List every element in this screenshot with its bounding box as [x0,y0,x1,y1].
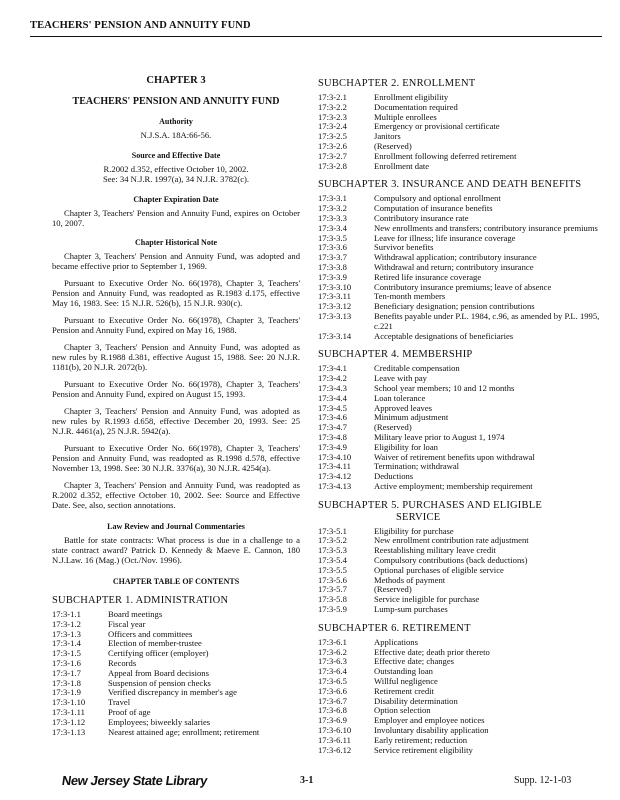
section-number: 17:3-6.2 [318,646,347,657]
section-number: 17:3-4.5 [318,402,347,413]
section-number: 17:3-2.5 [318,131,347,142]
section-number: 17:3-3.7 [318,252,347,263]
section-title: Enrollment eligibility [374,92,449,102]
subchapter-title: SUBCHAPTER 5. PURCHASES AND ELIGIBLE [318,499,542,511]
toc-entry [318,667,602,677]
law-review-text: Battle for state contracts: What process is due in a challenge to a state contract award? Patrick D. Kennedy & Maeve E. Cannon, 180 N.J.Law. 16 (Mag.) (Oct./Nov. 1996). [52,535,300,565]
section-title: Ten-month members [374,291,446,302]
toc-entry [318,404,602,414]
section-title: Retirement credit [374,685,434,696]
section-title: Retired life insurance coverage [374,271,482,282]
section-number: 17:3-6.4 [318,666,347,677]
section-number: 17:3-2.4 [318,121,347,132]
toc-list [318,527,602,615]
section-title: New enrollment contribution rate adjustment [374,535,529,546]
section-title: (Reserved) [374,422,412,433]
section-number: 17:3-1.1 [52,609,81,619]
section-number: 17:3-3.3 [318,212,347,223]
toc-entry [318,677,602,687]
section-number: 17:3-1.6 [52,657,81,668]
section-number: 17:3-4.1 [318,363,347,374]
header-rule [30,36,602,37]
section-number: 17:3-3.4 [318,222,347,233]
section-number: 17:3-5.8 [318,594,347,605]
toc-entry [318,394,602,404]
source-heading: Source and Effective Date [131,151,221,160]
section-number: 17:3-2.7 [318,150,347,161]
section-title: Fiscal year [108,618,146,629]
section-number: 17:3-3.10 [318,281,352,292]
section-number: 17:3-3.9 [318,271,347,282]
toc-entry [52,610,300,620]
section-number: 17:3-3.5 [318,232,347,243]
section-number: 17:3-1.9 [52,687,81,698]
section-title: Lump-sum purchases [374,604,448,615]
section-title: Withdrawal application; contributory insurance [374,252,537,263]
section-number: 17:3-3.14 [318,330,352,341]
expiration-text: Chapter 3, Teachers' Pension and Annuity Fund, expires on October 10, 2007. [52,208,300,228]
history-paragraph: Pursuant to Executive Order No. 66(1978), Chapter 3, Teachers' Pension and Annuity Fund, was readopted as R.1998 d.578, effective November 13, 1998. See: 30 N.J.R. 3376(a), 30 N.J.R. 4254(a). [52,443,300,473]
section-title: Compulsory contributions (back deductions) [374,555,528,566]
section-number: 17:3-3.6 [318,242,347,253]
section-title: Proof of age [108,706,151,717]
section-number: 17:3-1.2 [52,618,81,629]
section-title: Contributory insurance rate [374,212,469,223]
section-number: 17:3-3.1 [318,193,347,204]
section-title: Creditable compensation [374,363,460,374]
section-title: Active employment; membership requirement [374,480,533,491]
section-number: 17:3-3.2 [318,203,347,214]
toc-entry [52,688,300,698]
section-title: Beneficiary designation; pension contributions [374,301,535,312]
toc-entry [318,364,602,374]
section-title: Contributory insurance premiums; leave of absence [374,281,552,292]
toc-entry [318,122,602,132]
section-title: Willful negligence [374,676,438,687]
authority-text: N.J.S.A. 18A:66-56. [140,130,212,140]
section-title: Optional purchases of eligible service [374,564,504,575]
toc-entry [52,649,300,659]
law-review-heading: Law Review and Journal Commentaries [107,522,245,531]
section-number: 17:3-2.3 [318,111,347,122]
section-number: 17:3-5.5 [318,564,347,575]
section-title: Deductions [374,471,414,482]
toc-entry [318,648,602,658]
section-number: 17:3-6.9 [318,715,347,726]
toc-entry [318,93,602,103]
section-title: Involuntary disability application [374,725,489,736]
section-number: 17:3-5.6 [318,574,347,585]
section-title: Effective date; changes [374,656,455,667]
section-title: Disability determination [374,695,458,706]
toc-entry [318,687,602,697]
toc-entry [318,132,602,142]
toc-entry [318,384,602,394]
toc-entry [318,462,602,472]
section-title: Service retirement eligibility [374,744,473,755]
section-title: Service ineligible for purchase [374,594,480,605]
section-number: 17:3-4.2 [318,373,347,384]
history-paragraph: Pursuant to Executive Order No. 66(1978), Chapter 3, Teachers' Pension and Annuity Fund, expired on May 16, 1988. [52,315,300,335]
history-paragraph: Chapter 3, Teachers' Pension and Annuity Fund, was adopted and became effective prior to September 1, 1969. [52,251,300,271]
section-title: Effective date; death prior thereto [374,646,490,657]
section-number: 17:3-5.2 [318,535,347,546]
subchapter-heading [318,500,602,524]
toc-entry [318,657,602,667]
supplement-date: Supp. 12-1-03 [514,775,572,786]
section-number: 17:3-6.8 [318,705,347,716]
toc-entry [318,312,602,332]
section-title: Board meetings [108,609,163,619]
section-title: Option selection [374,705,431,716]
toc-entry [318,152,602,162]
history-paragraph: Chapter 3, Teachers' Pension and Annuity Fund, was readopted as R.2002 d.352, effective October 10, 2002. See: Source and Effective Date. See, also, section annotations. [52,480,300,510]
section-number: 17:3-6.3 [318,656,347,667]
subchapter-title-continued: SERVICE [396,511,441,523]
section-title: Computation of insurance benefits [374,203,493,214]
toc-entry [318,103,602,113]
section-title: Withdrawal and return; contributory insurance [374,261,534,272]
section-title: Election of member-trustee [108,638,202,649]
chapter-number: CHAPTER 3 [146,75,206,86]
section-number: 17:3-1.11 [52,706,85,717]
section-title: Early retirement; reduction [374,734,468,745]
section-title: Survivor benefits [374,242,434,253]
section-number: 17:3-4.4 [318,392,347,403]
section-title: Officers and committees [108,628,193,639]
section-number: 17:3-3.12 [318,301,352,312]
section-number: 17:3-4.12 [318,471,352,482]
subchapter-heading: SUBCHAPTER 6. RETIREMENT [318,622,471,634]
section-title: Leave with pay [374,373,427,384]
section-number: 17:3-1.5 [52,648,81,659]
source-text [52,164,300,184]
section-number: 17:3-4.13 [318,480,352,491]
section-number: 17:3-5.7 [318,584,347,595]
section-number: 17:3-1.10 [52,697,86,708]
running-head: TEACHERS' PENSION AND ANNUITY FUND [30,20,251,31]
section-title: Documentation required [374,101,458,112]
source-line: See: 34 N.J.R. 1997(a), 34 N.J.R. 3782(c). [102,174,250,184]
section-number: 17:3-4.7 [318,422,347,433]
section-title: Applications [374,636,418,647]
toc-entry [318,433,602,443]
section-title: Verified discrepancy in member's age [108,687,237,698]
toc-entry [52,728,300,738]
section-number: 17:3-5.9 [318,604,347,615]
section-title: Minimum adjustment [374,412,449,423]
section-number: 17:3-2.6 [318,140,347,151]
section-number: 17:3-6.10 [318,725,352,736]
toc-list [318,194,602,341]
section-number: 17:3-4.10 [318,451,352,462]
section-title: Waiver of retirement benefits upon withdrawal [374,451,535,462]
toc-entry [318,576,602,586]
toc-list [318,638,602,756]
section-title: Certifying officer (employer) [108,648,209,659]
section-number: 17:3-6.6 [318,685,347,696]
section-number: 17:3-2.1 [318,92,347,102]
chapter-title: TEACHERS' PENSION AND ANNUITY FUND [72,96,280,107]
section-title: Eligibility for loan [374,441,438,452]
section-title: Emergency or provisional certificate [374,121,500,132]
expiration-heading: Chapter Expiration Date [133,195,219,204]
section-title: Employees; biweekly salaries [108,716,211,727]
history-paragraph: Chapter 3, Teachers' Pension and Annuity Fund, was adopted as new rules by R.1993 d.658, effective December 20, 1993. See: 25 N.J.R. 4461(a), 25 N.J.R. 5942(a). [52,406,300,436]
section-title: Suspension of pension checks [108,677,211,688]
subchapter-heading: SUBCHAPTER 3. INSURANCE AND DEATH BENEFITS [318,179,582,191]
section-title: Appeal from Board decisions [108,667,209,678]
toc-entry [318,234,602,244]
section-title: New enrollments and transfers; contributory insurance premiums [374,222,598,233]
section-number: 17:3-5.3 [318,545,347,556]
section-title: Approved leaves [374,402,432,413]
toc-entry [318,566,602,576]
section-title: Benefits payable under P.L. 1984, c.96, as amended by P.L. 1995, c.221 [374,310,600,331]
library-logo: New Jersey State Library [60,773,209,788]
section-title: Compulsory and optional enrollment [374,193,501,204]
section-title: Reestablishing military leave credit [374,545,496,556]
section-number: 17:3-4.3 [318,382,347,393]
source-line: R.2002 d.352, effective October 10, 2002. [103,164,249,174]
section-title: Multiple enrollees [374,111,437,122]
section-number: 17:3-4.9 [318,441,347,452]
section-title: Janitors [374,131,401,142]
section-title: (Reserved) [374,140,412,151]
toc-list [52,610,300,737]
toc-entry [318,453,602,463]
section-number: 17:3-6.12 [318,744,352,755]
section-title: Military leave prior to August 1, 1974 [374,431,505,442]
section-title: Termination; withdrawal [374,461,460,472]
section-number: 17:3-5.1 [318,525,347,536]
subchapter-heading: SUBCHAPTER 4. MEMBERSHIP [318,349,473,361]
left-column [52,76,300,737]
page-number: 3-1 [300,775,314,786]
section-number: 17:3-3.11 [318,291,351,302]
section-title: Methods of payment [374,574,446,585]
section-title: Enrollment date [374,160,430,171]
section-number: 17:3-6.1 [318,636,347,647]
toc-heading: CHAPTER TABLE OF CONTENTS [112,577,240,586]
section-title: School year members; 10 and 12 months [374,382,515,393]
section-number: 17:3-2.8 [318,160,347,171]
section-title: Travel [108,697,131,708]
history-heading: Chapter Historical Note [134,238,218,247]
toc-entry [318,162,602,172]
section-title: Employer and employee notices [374,715,485,726]
section-number: 17:3-1.7 [52,667,81,678]
toc-entry [318,482,602,492]
section-title: Eligibility for purchase [374,525,454,536]
toc-list [318,93,602,171]
section-number: 17:3-4.8 [318,431,347,442]
toc-entry [318,332,602,342]
toc-entry [318,413,602,423]
section-title: Records [108,657,137,668]
section-number: 17:3-3.8 [318,261,347,272]
section-number: 17:3-1.12 [52,716,86,727]
history-paragraphs [52,251,300,510]
toc-entry [318,595,602,605]
section-number: 17:3-1.4 [52,638,81,649]
right-column [318,78,602,755]
section-number: 17:3-1.13 [52,726,86,737]
toc-list [318,364,602,491]
section-number: 17:3-3.13 [318,310,352,321]
toc-entry [318,283,602,293]
section-number: 17:3-4.6 [318,412,347,423]
history-paragraph: Pursuant to Executive Order No. 66(1978), Chapter 3, Teachers' Pension and Annuity Fund, expired on August 15, 1993. [52,379,300,399]
subchapter-heading: SUBCHAPTER 2. ENROLLMENT [318,78,476,89]
section-title: Leave for illness; life insurance coverage [374,232,516,243]
section-number: 17:3-6.11 [318,734,351,745]
section-title: Outstanding loan [374,666,433,677]
toc-entry [318,697,602,707]
authority-heading: Authority [159,117,193,126]
subchapter-heading: SUBCHAPTER 1. ADMINISTRATION [52,595,229,606]
toc-entry [318,605,602,615]
section-number: 17:3-6.7 [318,695,347,706]
section-title: Enrollment following deferred retirement [374,150,517,161]
section-number: 17:3-2.2 [318,101,347,112]
section-title: Nearest attained age; enrollment; retirement [108,726,260,737]
history-paragraph: Pursuant to Executive Order No. 66(1978), Chapter 3, Teachers' Pension and Annuity Fund, was readopted as R.1983 d.175, effective May 16, 1983. See: 15 N.J.R. 526(b), 15 N.J.R. 930(c). [52,278,300,308]
section-number: 17:3-6.5 [318,676,347,687]
section-number: 17:3-1.8 [52,677,81,688]
section-title: Loan tolerance [374,392,426,403]
section-number: 17:3-4.11 [318,461,351,472]
history-paragraph: Chapter 3, Teachers' Pension and Annuity Fund, was adopted as new rules by R.1988 d.381, effective August 15, 1988. See: 20 N.J.R. 1181(b), 20 N.J.R. 2072(b). [52,342,300,372]
section-title: (Reserved) [374,584,412,595]
toc-entry [52,698,300,708]
section-number: 17:3-1.3 [52,628,81,639]
section-title: Acceptable designations of beneficiaries [374,330,514,341]
section-number: 17:3-5.4 [318,555,347,566]
toc-entry [318,746,602,756]
